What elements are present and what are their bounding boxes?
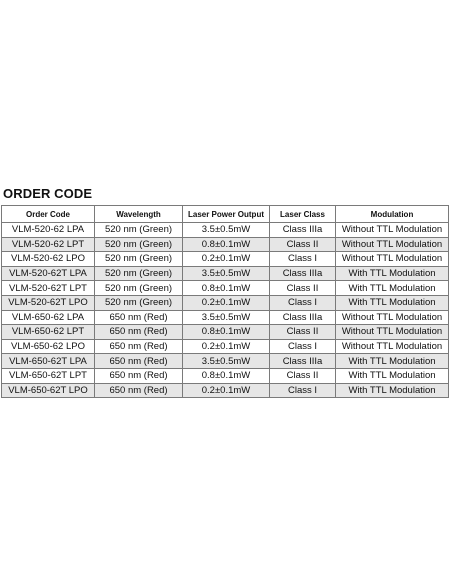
table-row xyxy=(2,252,449,267)
laser-class-cell: Class I xyxy=(270,383,336,398)
column-header-wavelength: Wavelength xyxy=(95,206,183,223)
power-output-cell: 0.8±0.1mW xyxy=(183,325,270,340)
laser-class-cell: Class IIIa xyxy=(270,266,336,281)
power-output-cell: 0.2±0.1mW xyxy=(183,252,270,267)
column-header-modulation: Modulation xyxy=(336,206,449,223)
modulation-cell: Without TTL Modulation xyxy=(336,310,449,325)
wavelength-cell: 650 nm (Red) xyxy=(95,368,183,383)
order-code-table xyxy=(1,205,449,398)
power-output-cell: 3.5±0.5mW xyxy=(183,310,270,325)
wavelength-cell: 520 nm (Green) xyxy=(95,237,183,252)
wavelength-cell: 650 nm (Red) xyxy=(95,325,183,340)
order-code-cell: VLM-650-62 LPT xyxy=(2,325,95,340)
modulation-cell: Without TTL Modulation xyxy=(336,237,449,252)
wavelength-cell: 520 nm (Green) xyxy=(95,295,183,310)
order-code-cell: VLM-520-62T LPO xyxy=(2,295,95,310)
order-code-cell: VLM-650-62 LPA xyxy=(2,310,95,325)
table-row xyxy=(2,223,449,238)
table-row xyxy=(2,266,449,281)
modulation-cell: Without TTL Modulation xyxy=(336,252,449,267)
wavelength-cell: 650 nm (Red) xyxy=(95,310,183,325)
table-row xyxy=(2,383,449,398)
wavelength-cell: 520 nm (Green) xyxy=(95,223,183,238)
laser-class-cell: Class I xyxy=(270,339,336,354)
modulation-cell: With TTL Modulation xyxy=(336,266,449,281)
order-code-heading: ORDER CODE xyxy=(3,186,93,201)
order-code-cell: VLM-520-62 LPO xyxy=(2,252,95,267)
order-code-cell: VLM-650-62 LPO xyxy=(2,339,95,354)
laser-class-cell: Class IIIa xyxy=(270,310,336,325)
table-row xyxy=(2,237,449,252)
order-code-cell: VLM-520-62T LPA xyxy=(2,266,95,281)
table-row xyxy=(2,295,449,310)
wavelength-cell: 520 nm (Green) xyxy=(95,252,183,267)
modulation-cell: With TTL Modulation xyxy=(336,281,449,296)
power-output-cell: 3.5±0.5mW xyxy=(183,354,270,369)
table-row xyxy=(2,354,449,369)
order-code-cell: VLM-520-62 LPA xyxy=(2,223,95,238)
table-row xyxy=(2,281,449,296)
order-code-cell: VLM-650-62T LPA xyxy=(2,354,95,369)
power-output-cell: 0.8±0.1mW xyxy=(183,237,270,252)
power-output-cell: 3.5±0.5mW xyxy=(183,266,270,281)
power-output-cell: 0.2±0.1mW xyxy=(183,339,270,354)
modulation-cell: With TTL Modulation xyxy=(336,383,449,398)
table-row xyxy=(2,310,449,325)
table-row xyxy=(2,325,449,340)
power-output-cell: 3.5±0.5mW xyxy=(183,223,270,238)
order-code-cell: VLM-520-62 LPT xyxy=(2,237,95,252)
laser-class-cell: Class II xyxy=(270,237,336,252)
column-header-laser-power-output: Laser Power Output xyxy=(183,206,270,223)
wavelength-cell: 520 nm (Green) xyxy=(95,281,183,296)
laser-class-cell: Class I xyxy=(270,295,336,310)
modulation-cell: With TTL Modulation xyxy=(336,295,449,310)
table-row xyxy=(2,339,449,354)
laser-class-cell: Class IIIa xyxy=(270,354,336,369)
wavelength-cell: 520 nm (Green) xyxy=(95,266,183,281)
wavelength-cell: 650 nm (Red) xyxy=(95,383,183,398)
order-code-cell: VLM-650-62T LPT xyxy=(2,368,95,383)
modulation-cell: With TTL Modulation xyxy=(336,354,449,369)
order-code-cell: VLM-520-62T LPT xyxy=(2,281,95,296)
laser-class-cell: Class II xyxy=(270,368,336,383)
order-code-cell: VLM-650-62T LPO xyxy=(2,383,95,398)
power-output-cell: 0.8±0.1mW xyxy=(183,281,270,296)
table-row xyxy=(2,368,449,383)
table-header-row xyxy=(2,206,449,223)
laser-class-cell: Class I xyxy=(270,252,336,267)
modulation-cell: Without TTL Modulation xyxy=(336,325,449,340)
modulation-cell: Without TTL Modulation xyxy=(336,223,449,238)
power-output-cell: 0.8±0.1mW xyxy=(183,368,270,383)
laser-class-cell: Class II xyxy=(270,325,336,340)
column-header-laser-class: Laser Class xyxy=(270,206,336,223)
wavelength-cell: 650 nm (Red) xyxy=(95,354,183,369)
table-body xyxy=(2,223,449,398)
power-output-cell: 0.2±0.1mW xyxy=(183,295,270,310)
laser-class-cell: Class II xyxy=(270,281,336,296)
modulation-cell: With TTL Modulation xyxy=(336,368,449,383)
laser-class-cell: Class IIIa xyxy=(270,223,336,238)
column-header-order-code: Order Code xyxy=(2,206,95,223)
wavelength-cell: 650 nm (Red) xyxy=(95,339,183,354)
modulation-cell: Without TTL Modulation xyxy=(336,339,449,354)
power-output-cell: 0.2±0.1mW xyxy=(183,383,270,398)
